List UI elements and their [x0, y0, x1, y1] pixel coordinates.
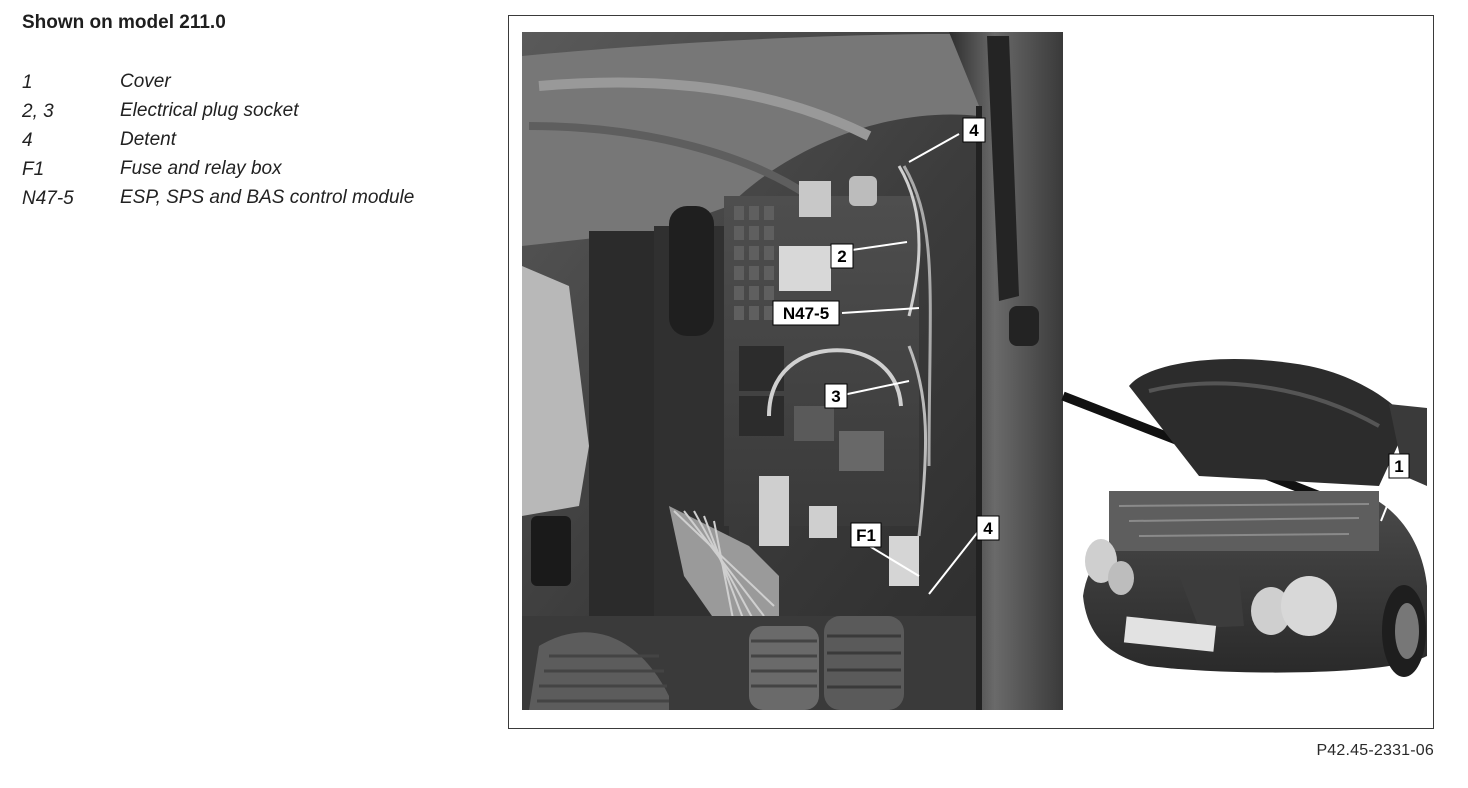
callout-text: 1 — [1394, 457, 1404, 476]
legend-description: Detent — [120, 129, 176, 150]
callout-1 — [1389, 454, 1409, 478]
callout-text: 2 — [837, 247, 847, 266]
legend-item — [22, 155, 420, 184]
callout-text: F1 — [856, 526, 876, 545]
callout-4-bottom — [977, 516, 999, 540]
callout-3 — [825, 384, 847, 408]
figure-reference-number: P42.45-2331-06 — [1316, 742, 1434, 759]
legend-description: ESP, SPS and BAS control module — [120, 187, 415, 208]
legend-description: Fuse and relay box — [120, 158, 282, 179]
callout-2 — [831, 244, 853, 268]
heading: Shown on model 211.0 — [22, 12, 226, 33]
callout-n47-5 — [773, 301, 839, 325]
legend-key: 4 — [22, 130, 33, 151]
figure-illustration — [509, 16, 1435, 730]
car-photo — [1083, 359, 1427, 677]
callout-text: 4 — [983, 519, 993, 538]
legend-key: 1 — [22, 72, 33, 93]
legend — [22, 68, 420, 213]
legend-item — [22, 184, 420, 213]
legend-description: Electrical plug socket — [120, 100, 299, 121]
figure-frame — [508, 15, 1434, 729]
callout-text: 3 — [831, 387, 841, 406]
callout-4-top — [963, 118, 985, 142]
legend-key: N47-5 — [22, 188, 74, 209]
callout-f1 — [851, 523, 881, 547]
legend-key: F1 — [22, 159, 45, 180]
callout-text: N47-5 — [782, 304, 830, 323]
legend-item — [22, 126, 420, 155]
legend-item — [22, 68, 420, 97]
legend-description: Cover — [120, 71, 171, 92]
legend-item — [22, 97, 420, 126]
legend-key: 2, 3 — [22, 101, 54, 122]
callout-text: 4 — [969, 121, 979, 140]
